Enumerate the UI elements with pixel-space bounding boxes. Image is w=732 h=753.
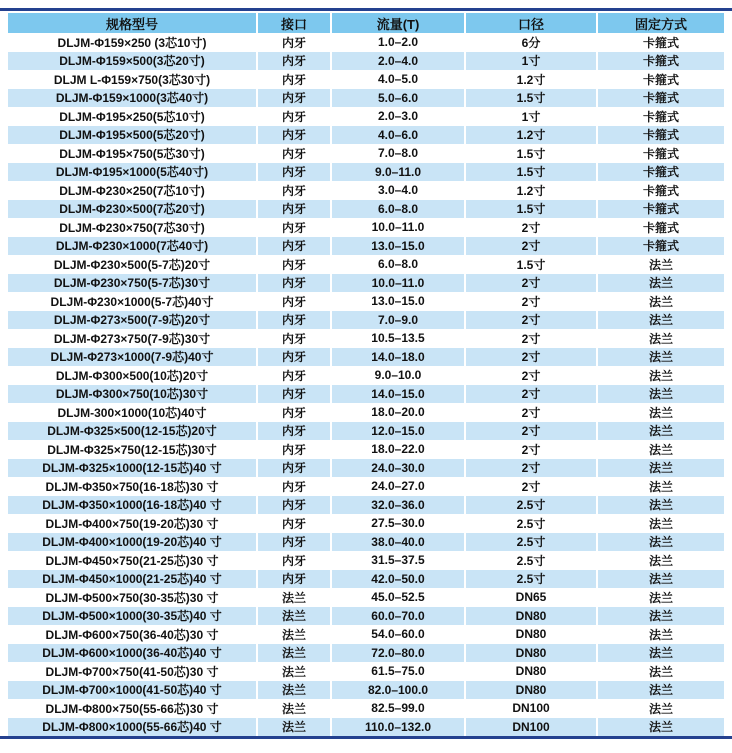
cell-flow: 32.0–36.0: [331, 496, 465, 515]
cell-model: DLJM-Φ273×500(7-9芯)20寸: [8, 311, 257, 330]
cell-interface: 内牙: [257, 200, 331, 219]
cell-model: DLJM-Φ195×750(5芯30寸): [8, 144, 257, 163]
cell-flow: 82.5–99.0: [331, 699, 465, 718]
cell-interface: 内牙: [257, 348, 331, 367]
cell-mounting: 卡箍式: [597, 237, 724, 256]
cell-interface: 内牙: [257, 514, 331, 533]
cell-flow: 60.0–70.0: [331, 607, 465, 626]
cell-diameter: 2.5寸: [465, 496, 597, 515]
column-header-model: 规格型号: [8, 13, 257, 33]
cell-flow: 110.0–132.0: [331, 718, 465, 737]
cell-model: DLJM-Φ273×750(7-9芯)30寸: [8, 329, 257, 348]
cell-diameter: 2寸: [465, 292, 597, 311]
cell-model: DLJM-Φ700×750(41-50芯)30 寸: [8, 662, 257, 681]
cell-diameter: 2寸: [465, 218, 597, 237]
table-row: [8, 699, 724, 718]
table-row: [8, 459, 724, 478]
cell-mounting: 法兰: [597, 496, 724, 515]
spec-sheet-page: [0, 8, 732, 753]
table-row: [8, 718, 724, 737]
table-row: [8, 163, 724, 182]
cell-interface: 内牙: [257, 385, 331, 404]
cell-diameter: 1.5寸: [465, 255, 597, 274]
cell-model: DLJM-Φ230×1000(7芯40寸): [8, 237, 257, 256]
cell-model: DLJM-Φ300×750(10芯)30寸: [8, 385, 257, 404]
cell-interface: 法兰: [257, 699, 331, 718]
cell-diameter: 1.5寸: [465, 89, 597, 108]
cell-mounting: 法兰: [597, 422, 724, 441]
cell-mounting: 卡箍式: [597, 200, 724, 219]
cell-model: DLJM-Φ450×750(21-25芯)30 寸: [8, 551, 257, 570]
cell-mounting: 法兰: [597, 477, 724, 496]
cell-interface: 内牙: [257, 144, 331, 163]
cell-mounting: 卡箍式: [597, 89, 724, 108]
cell-model: DLJM-Φ500×1000(30-35芯)40 寸: [8, 607, 257, 626]
column-header-flow: 流量(T): [331, 13, 465, 33]
cell-flow: 45.0–52.5: [331, 588, 465, 607]
table-row: [8, 348, 724, 367]
cell-model: DLJM-Φ600×750(36-40芯)30 寸: [8, 625, 257, 644]
cell-mounting: 法兰: [597, 551, 724, 570]
cell-mounting: 卡箍式: [597, 126, 724, 145]
cell-interface: 内牙: [257, 440, 331, 459]
cell-mounting: 法兰: [597, 255, 724, 274]
cell-mounting: 法兰: [597, 588, 724, 607]
cell-diameter: DN80: [465, 607, 597, 626]
cell-mounting: 法兰: [597, 514, 724, 533]
cell-diameter: 1.5寸: [465, 144, 597, 163]
cell-diameter: DN100: [465, 718, 597, 737]
cell-mounting: 法兰: [597, 662, 724, 681]
cell-diameter: DN80: [465, 662, 597, 681]
spec-table: [8, 13, 724, 736]
cell-diameter: 2寸: [465, 477, 597, 496]
cell-diameter: 2寸: [465, 403, 597, 422]
table-row: [8, 181, 724, 200]
cell-interface: 内牙: [257, 89, 331, 108]
cell-interface: 内牙: [257, 126, 331, 145]
cell-model: DLJM L-Φ159×750(3芯30寸): [8, 70, 257, 89]
cell-flow: 14.0–15.0: [331, 385, 465, 404]
cell-model: DLJM-Φ195×250(5芯10寸): [8, 107, 257, 126]
cell-diameter: 2寸: [465, 366, 597, 385]
cell-flow: 18.0–22.0: [331, 440, 465, 459]
cell-mounting: 法兰: [597, 366, 724, 385]
cell-model: DLJM-Φ400×750(19-20芯)30 寸: [8, 514, 257, 533]
cell-model: DLJM-Φ400×1000(19-20芯)40 寸: [8, 533, 257, 552]
cell-flow: 4.0–5.0: [331, 70, 465, 89]
table-row: [8, 52, 724, 71]
cell-diameter: DN80: [465, 625, 597, 644]
table-row: [8, 662, 724, 681]
table-row: [8, 551, 724, 570]
table-row: [8, 533, 724, 552]
table-row: [8, 70, 724, 89]
table-row: [8, 625, 724, 644]
cell-diameter: 2寸: [465, 348, 597, 367]
cell-flow: 12.0–15.0: [331, 422, 465, 441]
cell-model: DLJM-Φ159×250 (3芯10寸): [8, 33, 257, 52]
cell-mounting: 法兰: [597, 311, 724, 330]
cell-mounting: 法兰: [597, 607, 724, 626]
column-header-interface: 接口: [257, 13, 331, 33]
cell-mounting: 法兰: [597, 403, 724, 422]
cell-model: DLJM-Φ230×750(7芯30寸): [8, 218, 257, 237]
table-row: [8, 33, 724, 52]
cell-flow: 18.0–20.0: [331, 403, 465, 422]
cell-mounting: 法兰: [597, 292, 724, 311]
table-row: [8, 274, 724, 293]
table-row: [8, 644, 724, 663]
cell-interface: 法兰: [257, 718, 331, 737]
table-row: [8, 385, 724, 404]
table-row: [8, 570, 724, 589]
cell-flow: 24.0–27.0: [331, 477, 465, 496]
cell-flow: 5.0–6.0: [331, 89, 465, 108]
cell-mounting: 卡箍式: [597, 52, 724, 71]
table-row: [8, 200, 724, 219]
cell-flow: 10.0–11.0: [331, 218, 465, 237]
cell-mounting: 法兰: [597, 570, 724, 589]
column-header-diameter: 口径: [465, 13, 597, 33]
cell-mounting: 卡箍式: [597, 70, 724, 89]
cell-interface: 内牙: [257, 292, 331, 311]
table-row: [8, 237, 724, 256]
cell-flow: 27.5–30.0: [331, 514, 465, 533]
table-row: [8, 422, 724, 441]
cell-interface: 内牙: [257, 366, 331, 385]
table-row: [8, 218, 724, 237]
table-row: [8, 329, 724, 348]
table-row: [8, 403, 724, 422]
cell-flow: 6.0–8.0: [331, 255, 465, 274]
cell-model: DLJM-Φ230×750(5-7芯)30寸: [8, 274, 257, 293]
cell-flow: 31.5–37.5: [331, 551, 465, 570]
cell-flow: 42.0–50.0: [331, 570, 465, 589]
bottom-border-rule: [0, 736, 732, 739]
table-row: [8, 255, 724, 274]
cell-flow: 1.0–2.0: [331, 33, 465, 52]
cell-model: DLJM-Φ230×250(7芯10寸): [8, 181, 257, 200]
table-row: [8, 496, 724, 515]
cell-diameter: 2寸: [465, 311, 597, 330]
cell-mounting: 法兰: [597, 699, 724, 718]
cell-model: DLJM-Φ273×1000(7-9芯)40寸: [8, 348, 257, 367]
cell-model: DLJM-Φ600×1000(36-40芯)40 寸: [8, 644, 257, 663]
table-row: [8, 514, 724, 533]
table-row: [8, 311, 724, 330]
cell-model: DLJM-Φ700×1000(41-50芯)40 寸: [8, 681, 257, 700]
cell-flow: 2.0–4.0: [331, 52, 465, 71]
header-row: [8, 13, 724, 33]
cell-interface: 法兰: [257, 588, 331, 607]
cell-flow: 7.0–9.0: [331, 311, 465, 330]
table-row: [8, 144, 724, 163]
table-row: [8, 440, 724, 459]
cell-model: DLJM-Φ450×1000(21-25芯)40 寸: [8, 570, 257, 589]
cell-interface: 内牙: [257, 329, 331, 348]
cell-diameter: 2寸: [465, 459, 597, 478]
cell-diameter: 2寸: [465, 237, 597, 256]
cell-interface: 内牙: [257, 570, 331, 589]
cell-flow: 10.5–13.5: [331, 329, 465, 348]
cell-interface: 法兰: [257, 681, 331, 700]
cell-flow: 9.0–11.0: [331, 163, 465, 182]
cell-mounting: 法兰: [597, 274, 724, 293]
cell-mounting: 卡箍式: [597, 218, 724, 237]
cell-interface: 内牙: [257, 551, 331, 570]
cell-interface: 内牙: [257, 477, 331, 496]
cell-diameter: 2.5寸: [465, 570, 597, 589]
cell-model: DLJM-Φ195×500(5芯20寸): [8, 126, 257, 145]
cell-model: DLJM-Φ300×500(10芯)20寸: [8, 366, 257, 385]
cell-mounting: 法兰: [597, 440, 724, 459]
cell-mounting: 法兰: [597, 533, 724, 552]
cell-diameter: 1.2寸: [465, 181, 597, 200]
cell-model: DLJM-Φ230×500(5-7芯)20寸: [8, 255, 257, 274]
cell-mounting: 法兰: [597, 329, 724, 348]
cell-flow: 9.0–10.0: [331, 366, 465, 385]
table-row: [8, 292, 724, 311]
cell-interface: 内牙: [257, 459, 331, 478]
cell-diameter: 2寸: [465, 329, 597, 348]
cell-flow: 6.0–8.0: [331, 200, 465, 219]
cell-interface: 内牙: [257, 274, 331, 293]
cell-mounting: 卡箍式: [597, 107, 724, 126]
cell-interface: 内牙: [257, 70, 331, 89]
cell-diameter: DN100: [465, 699, 597, 718]
cell-diameter: DN80: [465, 644, 597, 663]
cell-mounting: 卡箍式: [597, 181, 724, 200]
cell-interface: 内牙: [257, 33, 331, 52]
cell-flow: 4.0–6.0: [331, 126, 465, 145]
cell-mounting: 法兰: [597, 348, 724, 367]
cell-flow: 2.0–3.0: [331, 107, 465, 126]
cell-diameter: 1.5寸: [465, 200, 597, 219]
cell-model: DLJM-Φ159×1000(3芯40寸): [8, 89, 257, 108]
cell-mounting: 法兰: [597, 459, 724, 478]
cell-interface: 内牙: [257, 422, 331, 441]
cell-interface: 法兰: [257, 644, 331, 663]
cell-flow: 14.0–18.0: [331, 348, 465, 367]
cell-diameter: DN65: [465, 588, 597, 607]
cell-flow: 24.0–30.0: [331, 459, 465, 478]
column-header-mounting: 固定方式: [597, 13, 724, 33]
cell-model: DLJM-Φ800×750(55-66芯)30 寸: [8, 699, 257, 718]
cell-flow: 10.0–11.0: [331, 274, 465, 293]
cell-mounting: 法兰: [597, 644, 724, 663]
cell-model: DLJM-Φ230×500(7芯20寸): [8, 200, 257, 219]
cell-interface: 内牙: [257, 107, 331, 126]
cell-flow: 82.0–100.0: [331, 681, 465, 700]
cell-interface: 法兰: [257, 625, 331, 644]
cell-model: DLJM-Φ195×1000(5芯40寸): [8, 163, 257, 182]
cell-mounting: 卡箍式: [597, 33, 724, 52]
cell-diameter: 2寸: [465, 422, 597, 441]
cell-flow: 3.0–4.0: [331, 181, 465, 200]
cell-interface: 内牙: [257, 163, 331, 182]
cell-interface: 法兰: [257, 607, 331, 626]
cell-model: DLJM-Φ325×1000(12-15芯)40 寸: [8, 459, 257, 478]
cell-diameter: 6分: [465, 33, 597, 52]
cell-interface: 内牙: [257, 218, 331, 237]
cell-diameter: 1.2寸: [465, 70, 597, 89]
cell-flow: 54.0–60.0: [331, 625, 465, 644]
cell-diameter: 2.5寸: [465, 551, 597, 570]
cell-model: DLJM-Φ500×750(30-35芯)30 寸: [8, 588, 257, 607]
cell-diameter: 2寸: [465, 385, 597, 404]
table-row: [8, 126, 724, 145]
cell-diameter: 2.5寸: [465, 514, 597, 533]
cell-diameter: 1.2寸: [465, 126, 597, 145]
spec-table-body: [8, 33, 724, 736]
cell-model: DLJM-Φ159×500(3芯20寸): [8, 52, 257, 71]
cell-mounting: 法兰: [597, 718, 724, 737]
cell-interface: 法兰: [257, 662, 331, 681]
cell-model: DLJM-300×1000(10芯)40寸: [8, 403, 257, 422]
cell-interface: 内牙: [257, 181, 331, 200]
cell-mounting: 法兰: [597, 625, 724, 644]
table-row: [8, 588, 724, 607]
cell-flow: 72.0–80.0: [331, 644, 465, 663]
cell-model: DLJM-Φ350×1000(16-18芯)40 寸: [8, 496, 257, 515]
cell-mounting: 卡箍式: [597, 144, 724, 163]
spec-table-header: [8, 13, 724, 33]
cell-diameter: 2寸: [465, 440, 597, 459]
cell-interface: 内牙: [257, 311, 331, 330]
cell-diameter: 1寸: [465, 52, 597, 71]
cell-interface: 内牙: [257, 52, 331, 71]
cell-interface: 内牙: [257, 533, 331, 552]
cell-interface: 内牙: [257, 403, 331, 422]
cell-flow: 13.0–15.0: [331, 292, 465, 311]
cell-interface: 内牙: [257, 496, 331, 515]
cell-flow: 61.5–75.0: [331, 662, 465, 681]
table-row: [8, 681, 724, 700]
cell-mounting: 卡箍式: [597, 163, 724, 182]
table-row: [8, 477, 724, 496]
cell-flow: 38.0–40.0: [331, 533, 465, 552]
cell-flow: 7.0–8.0: [331, 144, 465, 163]
table-row: [8, 89, 724, 108]
table-row: [8, 607, 724, 626]
cell-model: DLJM-Φ325×500(12-15芯)20寸: [8, 422, 257, 441]
cell-model: DLJM-Φ350×750(16-18芯)30 寸: [8, 477, 257, 496]
table-row: [8, 366, 724, 385]
cell-diameter: 1.5寸: [465, 163, 597, 182]
cell-flow: 13.0–15.0: [331, 237, 465, 256]
cell-model: DLJM-Φ230×1000(5-7芯)40寸: [8, 292, 257, 311]
cell-diameter: 2.5寸: [465, 533, 597, 552]
cell-model: DLJM-Φ325×750(12-15芯)30寸: [8, 440, 257, 459]
cell-interface: 内牙: [257, 255, 331, 274]
cell-diameter: DN80: [465, 681, 597, 700]
cell-mounting: 法兰: [597, 681, 724, 700]
cell-model: DLJM-Φ800×1000(55-66芯)40 寸: [8, 718, 257, 737]
top-border-rule: [0, 8, 732, 11]
table-row: [8, 107, 724, 126]
cell-interface: 内牙: [257, 237, 331, 256]
cell-diameter: 1寸: [465, 107, 597, 126]
cell-diameter: 2寸: [465, 274, 597, 293]
cell-mounting: 法兰: [597, 385, 724, 404]
